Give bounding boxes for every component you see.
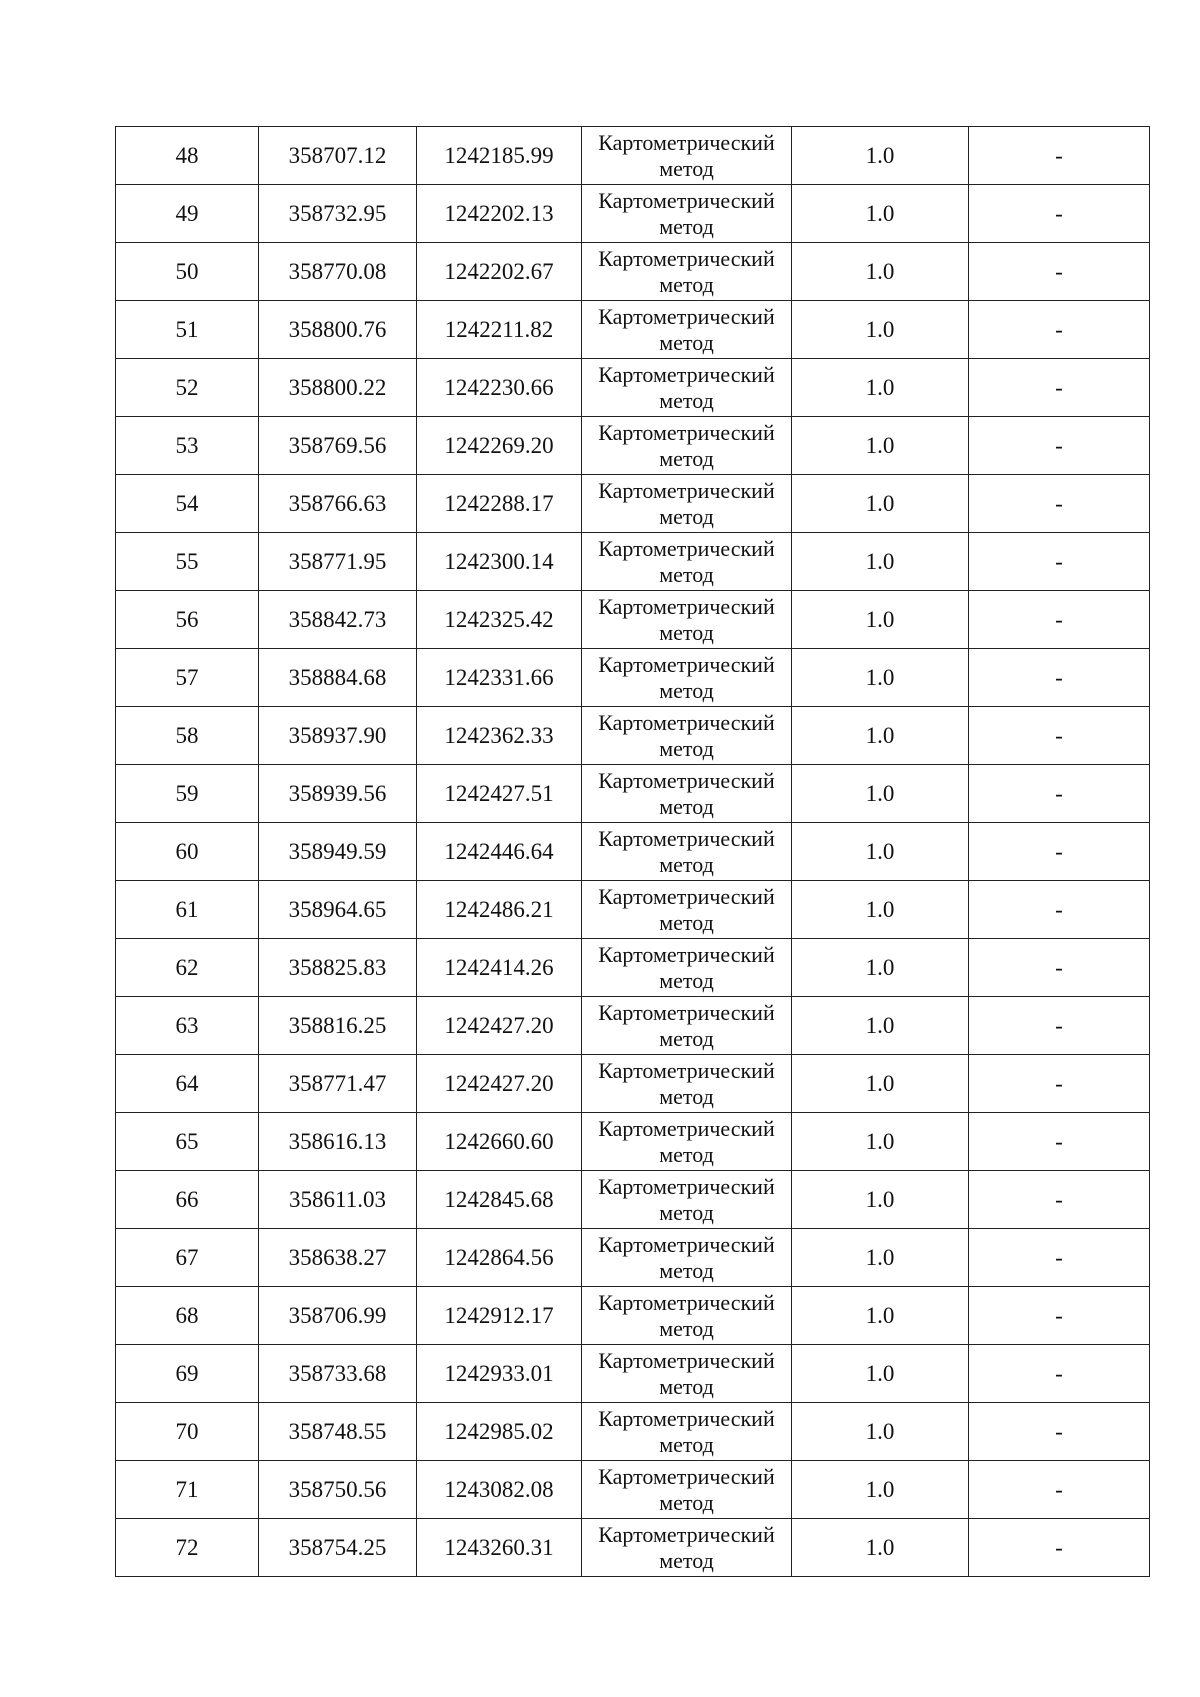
table-row xyxy=(116,591,1150,649)
method-line-1: Картометрический xyxy=(598,1173,775,1199)
method-cell xyxy=(582,649,792,707)
table-row xyxy=(116,1519,1150,1577)
x-coordinate-cell: 358754.25 xyxy=(259,1519,417,1577)
note-cell: - xyxy=(969,1171,1150,1229)
method-cell xyxy=(582,1055,792,1113)
point-number-cell: 63 xyxy=(116,997,259,1055)
x-coordinate-cell: 358748.55 xyxy=(259,1403,417,1461)
method-cell xyxy=(582,533,792,591)
note-cell: - xyxy=(969,1287,1150,1345)
point-number-cell: 50 xyxy=(116,243,259,301)
method-cell xyxy=(582,243,792,301)
y-coordinate-cell: 1242985.02 xyxy=(417,1403,582,1461)
method-cell xyxy=(582,1287,792,1345)
table-row xyxy=(116,939,1150,997)
method-cell xyxy=(582,707,792,765)
method-line-2: метод xyxy=(659,213,714,239)
y-coordinate-cell: 1242660.60 xyxy=(417,1113,582,1171)
table-row xyxy=(116,823,1150,881)
note-cell: - xyxy=(969,1461,1150,1519)
accuracy-cell: 1.0 xyxy=(792,881,969,939)
method-line-2: метод xyxy=(659,1257,714,1283)
x-coordinate-cell: 358949.59 xyxy=(259,823,417,881)
table-row xyxy=(116,475,1150,533)
method-line-1: Картометрический xyxy=(598,767,775,793)
method-cell xyxy=(582,359,792,417)
method-line-2: метод xyxy=(659,735,714,761)
note-cell: - xyxy=(969,649,1150,707)
accuracy-cell: 1.0 xyxy=(792,1461,969,1519)
accuracy-cell: 1.0 xyxy=(792,591,969,649)
x-coordinate-cell: 358800.22 xyxy=(259,359,417,417)
method-line-1: Картометрический xyxy=(598,1405,775,1431)
x-coordinate-cell: 358750.56 xyxy=(259,1461,417,1519)
note-cell: - xyxy=(969,243,1150,301)
y-coordinate-cell: 1242269.20 xyxy=(417,417,582,475)
table-row xyxy=(116,1287,1150,1345)
method-cell xyxy=(582,765,792,823)
accuracy-cell: 1.0 xyxy=(792,1345,969,1403)
x-coordinate-cell: 358770.08 xyxy=(259,243,417,301)
table-row xyxy=(116,1229,1150,1287)
point-number-cell: 49 xyxy=(116,185,259,243)
note-cell: - xyxy=(969,475,1150,533)
accuracy-cell: 1.0 xyxy=(792,1055,969,1113)
table-row xyxy=(116,649,1150,707)
coordinates-table xyxy=(115,126,1150,1577)
point-number-cell: 53 xyxy=(116,417,259,475)
table-row xyxy=(116,1403,1150,1461)
method-line-1: Картометрический xyxy=(598,361,775,387)
y-coordinate-cell: 1243082.08 xyxy=(417,1461,582,1519)
method-line-2: метод xyxy=(659,619,714,645)
point-number-cell: 51 xyxy=(116,301,259,359)
method-cell xyxy=(582,301,792,359)
point-number-cell: 66 xyxy=(116,1171,259,1229)
note-cell: - xyxy=(969,533,1150,591)
method-cell xyxy=(582,1461,792,1519)
y-coordinate-cell: 1242211.82 xyxy=(417,301,582,359)
point-number-cell: 61 xyxy=(116,881,259,939)
note-cell: - xyxy=(969,765,1150,823)
method-line-1: Картометрический xyxy=(598,1521,775,1547)
method-line-1: Картометрический xyxy=(598,651,775,677)
table-row xyxy=(116,707,1150,765)
x-coordinate-cell: 358638.27 xyxy=(259,1229,417,1287)
method-cell xyxy=(582,1171,792,1229)
method-line-1: Картометрический xyxy=(598,709,775,735)
table-row xyxy=(116,1055,1150,1113)
x-coordinate-cell: 358706.99 xyxy=(259,1287,417,1345)
method-line-1: Картометрический xyxy=(598,883,775,909)
method-line-2: метод xyxy=(659,1373,714,1399)
table-row xyxy=(116,533,1150,591)
note-cell: - xyxy=(969,1055,1150,1113)
y-coordinate-cell: 1242845.68 xyxy=(417,1171,582,1229)
accuracy-cell: 1.0 xyxy=(792,649,969,707)
method-line-1: Картометрический xyxy=(598,1289,775,1315)
x-coordinate-cell: 358771.47 xyxy=(259,1055,417,1113)
y-coordinate-cell: 1242202.13 xyxy=(417,185,582,243)
method-line-2: метод xyxy=(659,503,714,529)
y-coordinate-cell: 1242202.67 xyxy=(417,243,582,301)
method-line-2: метод xyxy=(659,271,714,297)
method-line-1: Картометрический xyxy=(598,187,775,213)
method-line-2: метод xyxy=(659,909,714,935)
method-cell xyxy=(582,185,792,243)
method-cell xyxy=(582,823,792,881)
y-coordinate-cell: 1242933.01 xyxy=(417,1345,582,1403)
method-line-1: Картометрический xyxy=(598,1231,775,1257)
y-coordinate-cell: 1242288.17 xyxy=(417,475,582,533)
note-cell: - xyxy=(969,939,1150,997)
x-coordinate-cell: 358964.65 xyxy=(259,881,417,939)
method-line-2: метод xyxy=(659,445,714,471)
method-cell xyxy=(582,881,792,939)
point-number-cell: 62 xyxy=(116,939,259,997)
x-coordinate-cell: 358825.83 xyxy=(259,939,417,997)
note-cell: - xyxy=(969,301,1150,359)
method-line-1: Картометрический xyxy=(598,303,775,329)
accuracy-cell: 1.0 xyxy=(792,185,969,243)
x-coordinate-cell: 358939.56 xyxy=(259,765,417,823)
table-row xyxy=(116,1171,1150,1229)
note-cell: - xyxy=(969,185,1150,243)
note-cell: - xyxy=(969,417,1150,475)
table-row xyxy=(116,359,1150,417)
table-row xyxy=(116,1113,1150,1171)
method-cell xyxy=(582,1229,792,1287)
method-line-2: метод xyxy=(659,1199,714,1225)
point-number-cell: 67 xyxy=(116,1229,259,1287)
point-number-cell: 52 xyxy=(116,359,259,417)
point-number-cell: 60 xyxy=(116,823,259,881)
point-number-cell: 72 xyxy=(116,1519,259,1577)
point-number-cell: 48 xyxy=(116,127,259,185)
y-coordinate-cell: 1242486.21 xyxy=(417,881,582,939)
method-line-2: метод xyxy=(659,1547,714,1573)
note-cell: - xyxy=(969,1403,1150,1461)
accuracy-cell: 1.0 xyxy=(792,417,969,475)
method-line-1: Картометрический xyxy=(598,825,775,851)
method-cell xyxy=(582,475,792,533)
accuracy-cell: 1.0 xyxy=(792,1403,969,1461)
method-line-2: метод xyxy=(659,1141,714,1167)
accuracy-cell: 1.0 xyxy=(792,707,969,765)
x-coordinate-cell: 358616.13 xyxy=(259,1113,417,1171)
point-number-cell: 57 xyxy=(116,649,259,707)
method-cell xyxy=(582,939,792,997)
y-coordinate-cell: 1242427.51 xyxy=(417,765,582,823)
method-line-2: метод xyxy=(659,1489,714,1515)
method-line-1: Картометрический xyxy=(598,535,775,561)
method-line-2: метод xyxy=(659,329,714,355)
accuracy-cell: 1.0 xyxy=(792,301,969,359)
point-number-cell: 64 xyxy=(116,1055,259,1113)
table-row xyxy=(116,243,1150,301)
table-row xyxy=(116,301,1150,359)
method-line-1: Картометрический xyxy=(598,999,775,1025)
y-coordinate-cell: 1242300.14 xyxy=(417,533,582,591)
point-number-cell: 65 xyxy=(116,1113,259,1171)
note-cell: - xyxy=(969,359,1150,417)
method-cell xyxy=(582,127,792,185)
y-coordinate-cell: 1242427.20 xyxy=(417,1055,582,1113)
method-line-1: Картометрический xyxy=(598,419,775,445)
y-coordinate-cell: 1242325.42 xyxy=(417,591,582,649)
point-number-cell: 69 xyxy=(116,1345,259,1403)
accuracy-cell: 1.0 xyxy=(792,127,969,185)
y-coordinate-cell: 1242864.56 xyxy=(417,1229,582,1287)
method-line-2: метод xyxy=(659,1315,714,1341)
accuracy-cell: 1.0 xyxy=(792,939,969,997)
y-coordinate-cell: 1242414.26 xyxy=(417,939,582,997)
accuracy-cell: 1.0 xyxy=(792,1113,969,1171)
y-coordinate-cell: 1242331.66 xyxy=(417,649,582,707)
note-cell: - xyxy=(969,881,1150,939)
method-line-2: метод xyxy=(659,793,714,819)
method-cell xyxy=(582,1113,792,1171)
method-line-1: Картометрический xyxy=(598,1115,775,1141)
method-cell xyxy=(582,1519,792,1577)
note-cell: - xyxy=(969,1345,1150,1403)
point-number-cell: 71 xyxy=(116,1461,259,1519)
method-cell xyxy=(582,997,792,1055)
point-number-cell: 68 xyxy=(116,1287,259,1345)
method-cell xyxy=(582,591,792,649)
x-coordinate-cell: 358937.90 xyxy=(259,707,417,765)
method-line-1: Картометрический xyxy=(598,1057,775,1083)
method-cell xyxy=(582,1403,792,1461)
method-line-2: метод xyxy=(659,155,714,181)
method-line-2: метод xyxy=(659,1083,714,1109)
accuracy-cell: 1.0 xyxy=(792,997,969,1055)
method-line-1: Картометрический xyxy=(598,477,775,503)
accuracy-cell: 1.0 xyxy=(792,359,969,417)
x-coordinate-cell: 358842.73 xyxy=(259,591,417,649)
point-number-cell: 59 xyxy=(116,765,259,823)
method-line-2: метод xyxy=(659,851,714,877)
accuracy-cell: 1.0 xyxy=(792,533,969,591)
x-coordinate-cell: 358766.63 xyxy=(259,475,417,533)
point-number-cell: 56 xyxy=(116,591,259,649)
table-row xyxy=(116,185,1150,243)
method-line-2: метод xyxy=(659,967,714,993)
x-coordinate-cell: 358800.76 xyxy=(259,301,417,359)
method-line-1: Картометрический xyxy=(598,593,775,619)
method-line-1: Картометрический xyxy=(598,245,775,271)
note-cell: - xyxy=(969,127,1150,185)
x-coordinate-cell: 358816.25 xyxy=(259,997,417,1055)
y-coordinate-cell: 1242912.17 xyxy=(417,1287,582,1345)
table-row xyxy=(116,1345,1150,1403)
note-cell: - xyxy=(969,707,1150,765)
table-row xyxy=(116,127,1150,185)
method-line-2: метод xyxy=(659,1025,714,1051)
method-line-1: Картометрический xyxy=(598,1463,775,1489)
accuracy-cell: 1.0 xyxy=(792,823,969,881)
table-row xyxy=(116,881,1150,939)
accuracy-cell: 1.0 xyxy=(792,243,969,301)
note-cell: - xyxy=(969,1519,1150,1577)
accuracy-cell: 1.0 xyxy=(792,475,969,533)
note-cell: - xyxy=(969,1113,1150,1171)
table-row xyxy=(116,997,1150,1055)
x-coordinate-cell: 358707.12 xyxy=(259,127,417,185)
y-coordinate-cell: 1242230.66 xyxy=(417,359,582,417)
table-row xyxy=(116,417,1150,475)
method-line-2: метод xyxy=(659,387,714,413)
y-coordinate-cell: 1242446.64 xyxy=(417,823,582,881)
accuracy-cell: 1.0 xyxy=(792,1171,969,1229)
y-coordinate-cell: 1243260.31 xyxy=(417,1519,582,1577)
method-cell xyxy=(582,417,792,475)
accuracy-cell: 1.0 xyxy=(792,1287,969,1345)
coordinates-table-body xyxy=(116,127,1150,1577)
method-line-1: Картометрический xyxy=(598,1347,775,1373)
y-coordinate-cell: 1242427.20 xyxy=(417,997,582,1055)
accuracy-cell: 1.0 xyxy=(792,1519,969,1577)
x-coordinate-cell: 358611.03 xyxy=(259,1171,417,1229)
x-coordinate-cell: 358884.68 xyxy=(259,649,417,707)
y-coordinate-cell: 1242185.99 xyxy=(417,127,582,185)
accuracy-cell: 1.0 xyxy=(792,765,969,823)
note-cell: - xyxy=(969,591,1150,649)
note-cell: - xyxy=(969,823,1150,881)
point-number-cell: 54 xyxy=(116,475,259,533)
accuracy-cell: 1.0 xyxy=(792,1229,969,1287)
method-line-1: Картометрический xyxy=(598,941,775,967)
method-line-2: метод xyxy=(659,1431,714,1457)
method-cell xyxy=(582,1345,792,1403)
method-line-2: метод xyxy=(659,561,714,587)
table-row xyxy=(116,1461,1150,1519)
x-coordinate-cell: 358771.95 xyxy=(259,533,417,591)
method-line-1: Картометрический xyxy=(598,129,775,155)
x-coordinate-cell: 358769.56 xyxy=(259,417,417,475)
table-row xyxy=(116,765,1150,823)
note-cell: - xyxy=(969,1229,1150,1287)
x-coordinate-cell: 358733.68 xyxy=(259,1345,417,1403)
note-cell: - xyxy=(969,997,1150,1055)
point-number-cell: 70 xyxy=(116,1403,259,1461)
x-coordinate-cell: 358732.95 xyxy=(259,185,417,243)
point-number-cell: 55 xyxy=(116,533,259,591)
method-line-2: метод xyxy=(659,677,714,703)
y-coordinate-cell: 1242362.33 xyxy=(417,707,582,765)
point-number-cell: 58 xyxy=(116,707,259,765)
